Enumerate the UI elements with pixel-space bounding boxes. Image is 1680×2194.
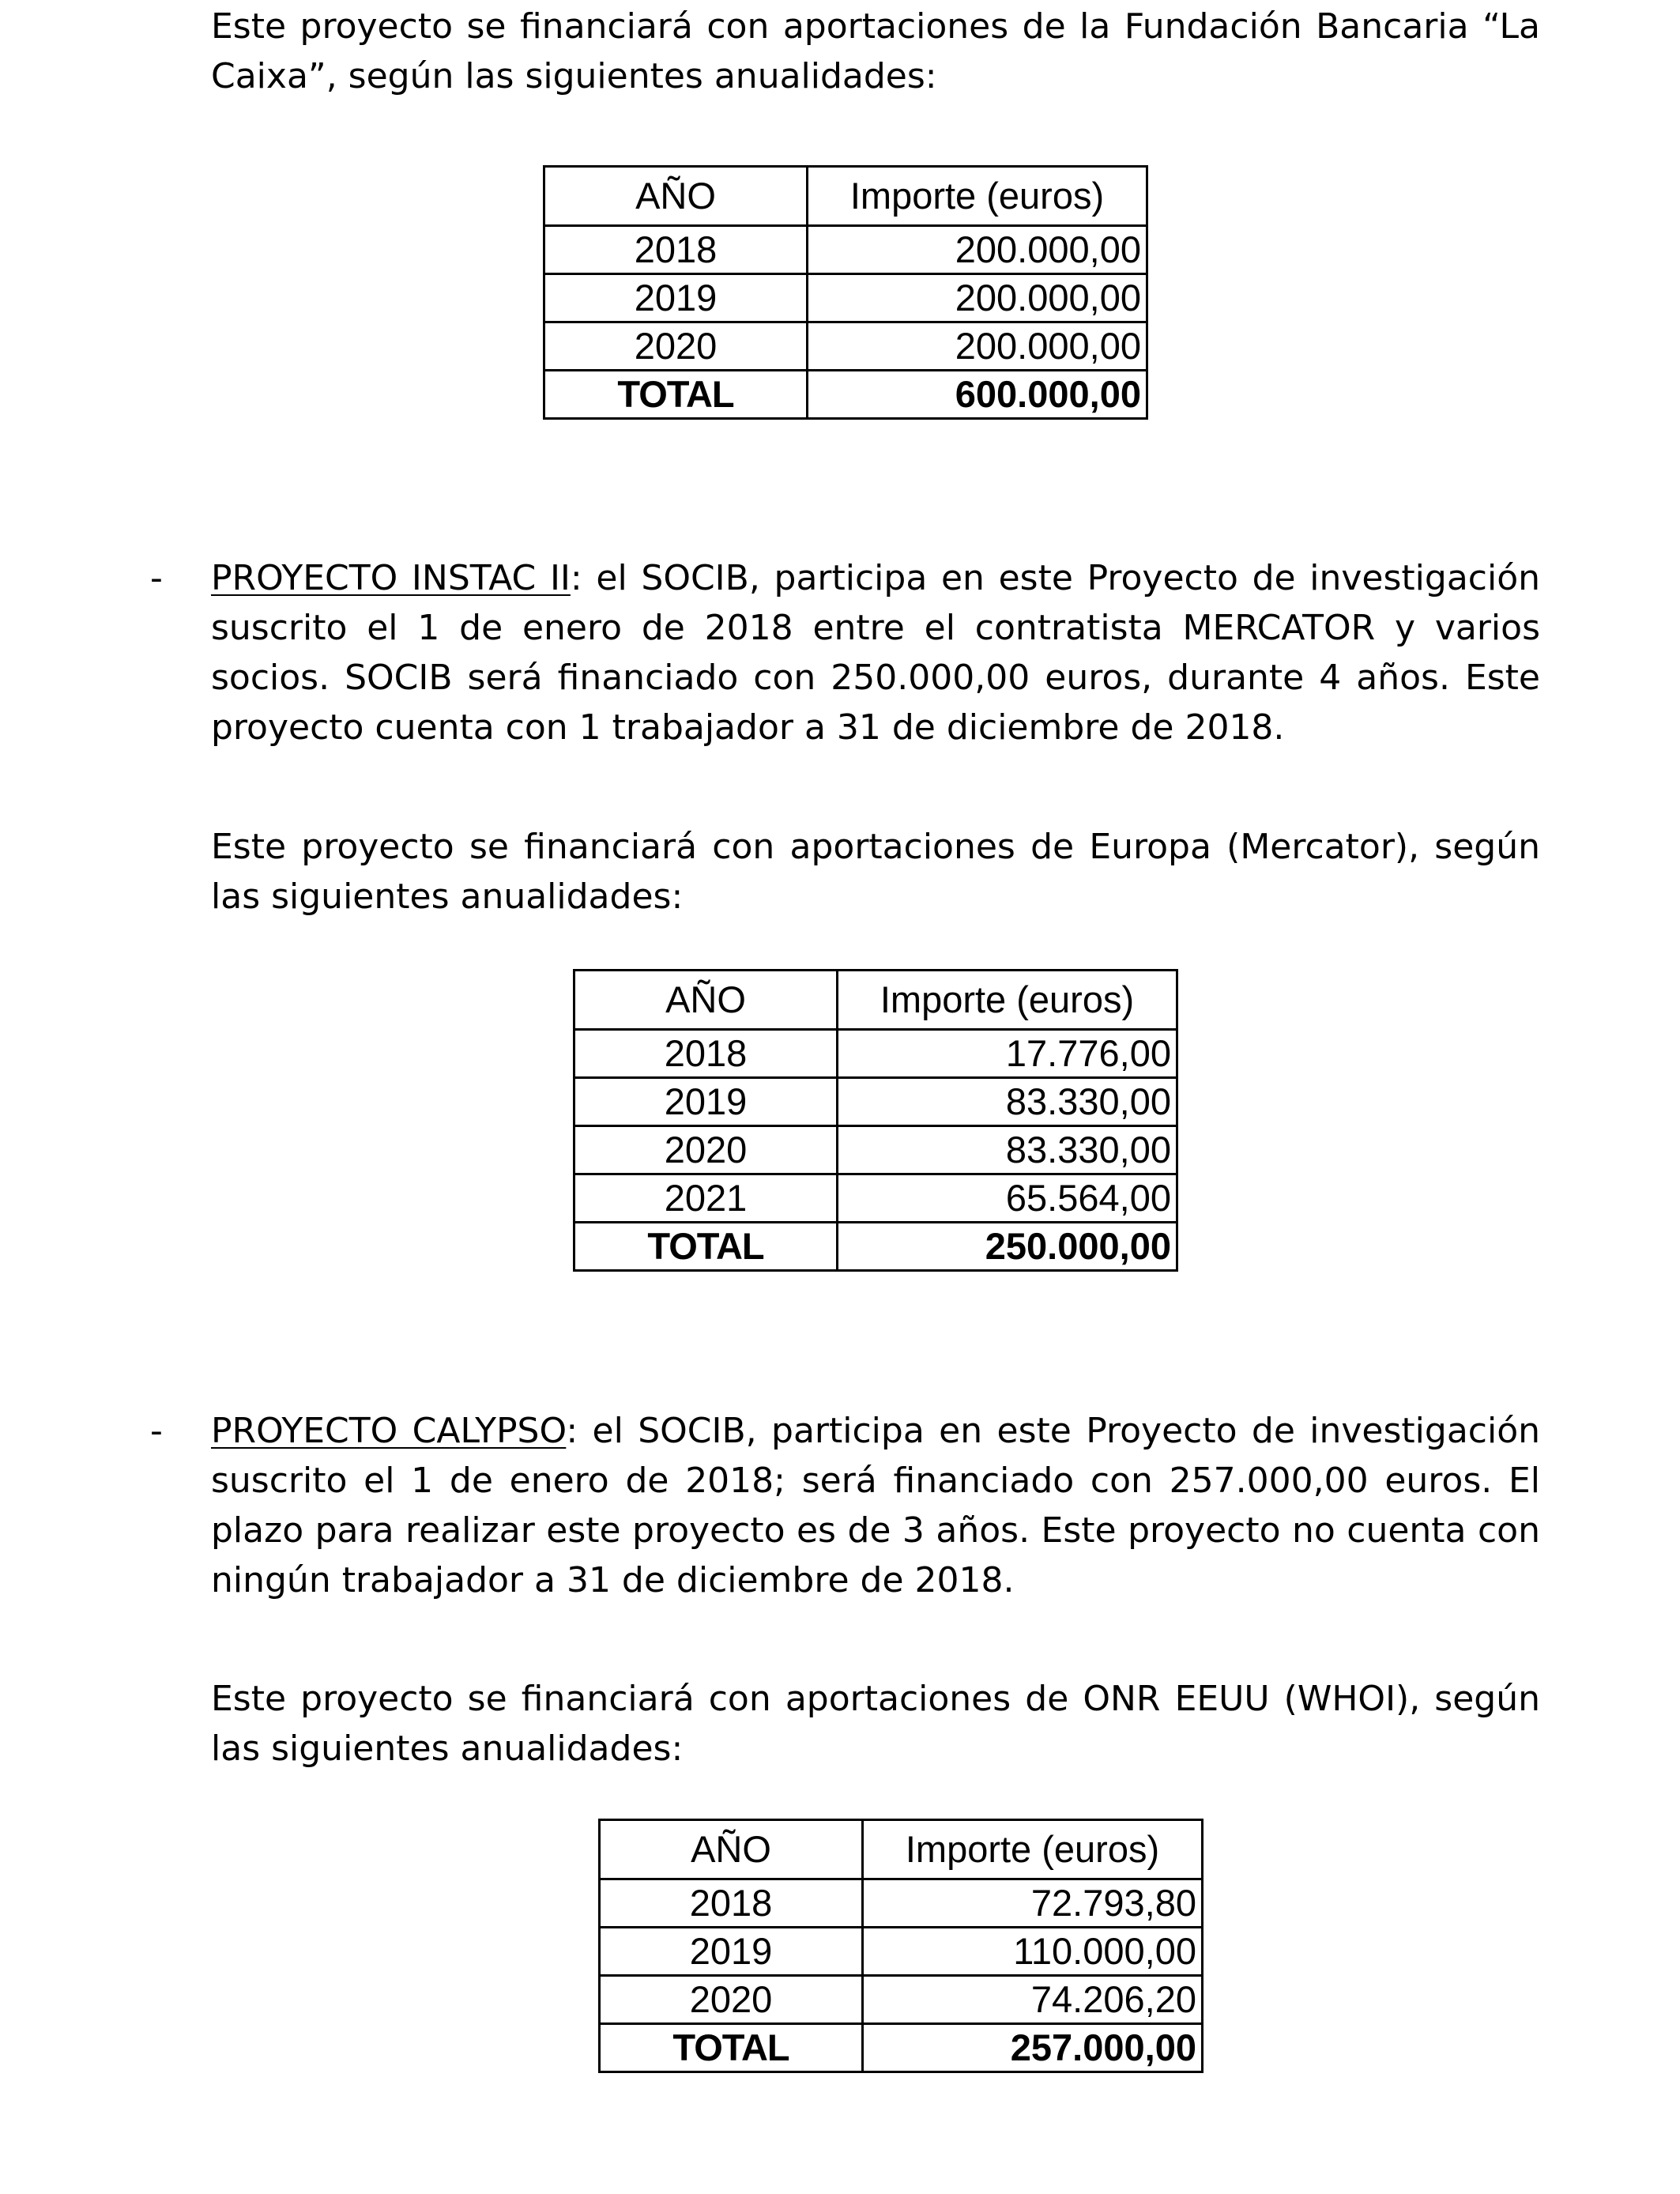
table-row [574, 1030, 1177, 1078]
table-row [600, 1976, 1203, 2024]
instac-paragraph [211, 553, 1540, 752]
year-cell: 2018 [574, 1030, 838, 1078]
amount-cell: 72.793,80 [863, 1879, 1203, 1928]
year-cell: 2018 [600, 1879, 863, 1928]
table-total-row [574, 1223, 1177, 1271]
project-name-calypso: PROYECTO CALYPSO [211, 1411, 567, 1451]
funding-table-onr [598, 1819, 1203, 2073]
table-header-row [574, 971, 1177, 1030]
table-row [544, 274, 1147, 322]
year-cell: 2020 [574, 1126, 838, 1174]
amount-header: Importe (euros) [863, 1820, 1203, 1879]
table-row [574, 1126, 1177, 1174]
amount-cell: 200.000,00 [808, 322, 1147, 371]
year-cell: 2021 [574, 1174, 838, 1223]
total-label: TOTAL [574, 1223, 838, 1271]
year-header: AÑO [600, 1820, 863, 1879]
amount-cell: 83.330,00 [838, 1078, 1177, 1126]
year-cell: 2018 [544, 226, 808, 274]
amount-header: Importe (euros) [808, 167, 1147, 226]
year-cell: 2019 [574, 1078, 838, 1126]
year-header: AÑO [574, 971, 838, 1030]
instac-funding-paragraph: Este proyecto se financiará con aportaciones de Europa (Mercator), según las siguientes anualidades: [211, 827, 1540, 917]
total-amount: 257.000,00 [863, 2024, 1203, 2072]
intro-paragraph: Este proyecto se financiará con aportaciones de la Fundación Bancaria “La Caixa”, según las siguientes anualidades: [211, 6, 1540, 96]
project-name-instac: PROYECTO INSTAC II [211, 558, 571, 598]
table-total-row [600, 2024, 1203, 2072]
table-row [574, 1078, 1177, 1126]
year-cell: 2019 [600, 1928, 863, 1976]
year-cell: 2019 [544, 274, 808, 322]
calypso-funding-paragraph: Este proyecto se financiará con aportaciones de ONR EEUU (WHOI), según las siguientes anualidades: [211, 1679, 1540, 1769]
table-row [574, 1174, 1177, 1223]
table-row [600, 1928, 1203, 1976]
amount-cell: 200.000,00 [808, 226, 1147, 274]
instac-description: : el SOCIB, participa en este Proyecto de investigación suscrito el 1 de enero de 2018 entre el contratista MERCATOR y varios socios. SOCIB será financiado con 250.000,00 euros, durante 4 años. Este proyecto cuenta con 1 trabajador a 31 de diciembre de 2018. [211, 558, 1541, 748]
bullet-dash: - [150, 1411, 163, 1451]
total-amount: 250.000,00 [838, 1223, 1177, 1271]
table-row [544, 226, 1147, 274]
funding-table-mercator [573, 969, 1178, 1272]
table-header-row [600, 1820, 1203, 1879]
bullet-dash: - [150, 558, 163, 598]
table-header-row [544, 167, 1147, 226]
year-cell: 2020 [544, 322, 808, 371]
year-header: AÑO [544, 167, 808, 226]
calypso-description: : el SOCIB, participa en este Proyecto de investigación suscrito el 1 de enero de 2018; será financiado con 257.000,00 euros. El plazo para realizar este proyecto es de 3 años. Este proyecto no cuenta con ningún trabajador a 31 de diciembre de 2018. [211, 1411, 1541, 1600]
total-label: TOTAL [600, 2024, 863, 2072]
amount-cell: 74.206,20 [863, 1976, 1203, 2024]
total-amount: 600.000,00 [808, 371, 1147, 419]
total-label: TOTAL [544, 371, 808, 419]
table-row [600, 1879, 1203, 1928]
amount-cell: 200.000,00 [808, 274, 1147, 322]
amount-cell: 17.776,00 [838, 1030, 1177, 1078]
funding-table-la-caixa [543, 165, 1148, 420]
amount-header: Importe (euros) [838, 971, 1177, 1030]
year-cell: 2020 [600, 1976, 863, 2024]
amount-cell: 110.000,00 [863, 1928, 1203, 1976]
table-row [544, 322, 1147, 371]
calypso-paragraph [211, 1406, 1540, 1605]
amount-cell: 65.564,00 [838, 1174, 1177, 1223]
amount-cell: 83.330,00 [838, 1126, 1177, 1174]
table-total-row [544, 371, 1147, 419]
